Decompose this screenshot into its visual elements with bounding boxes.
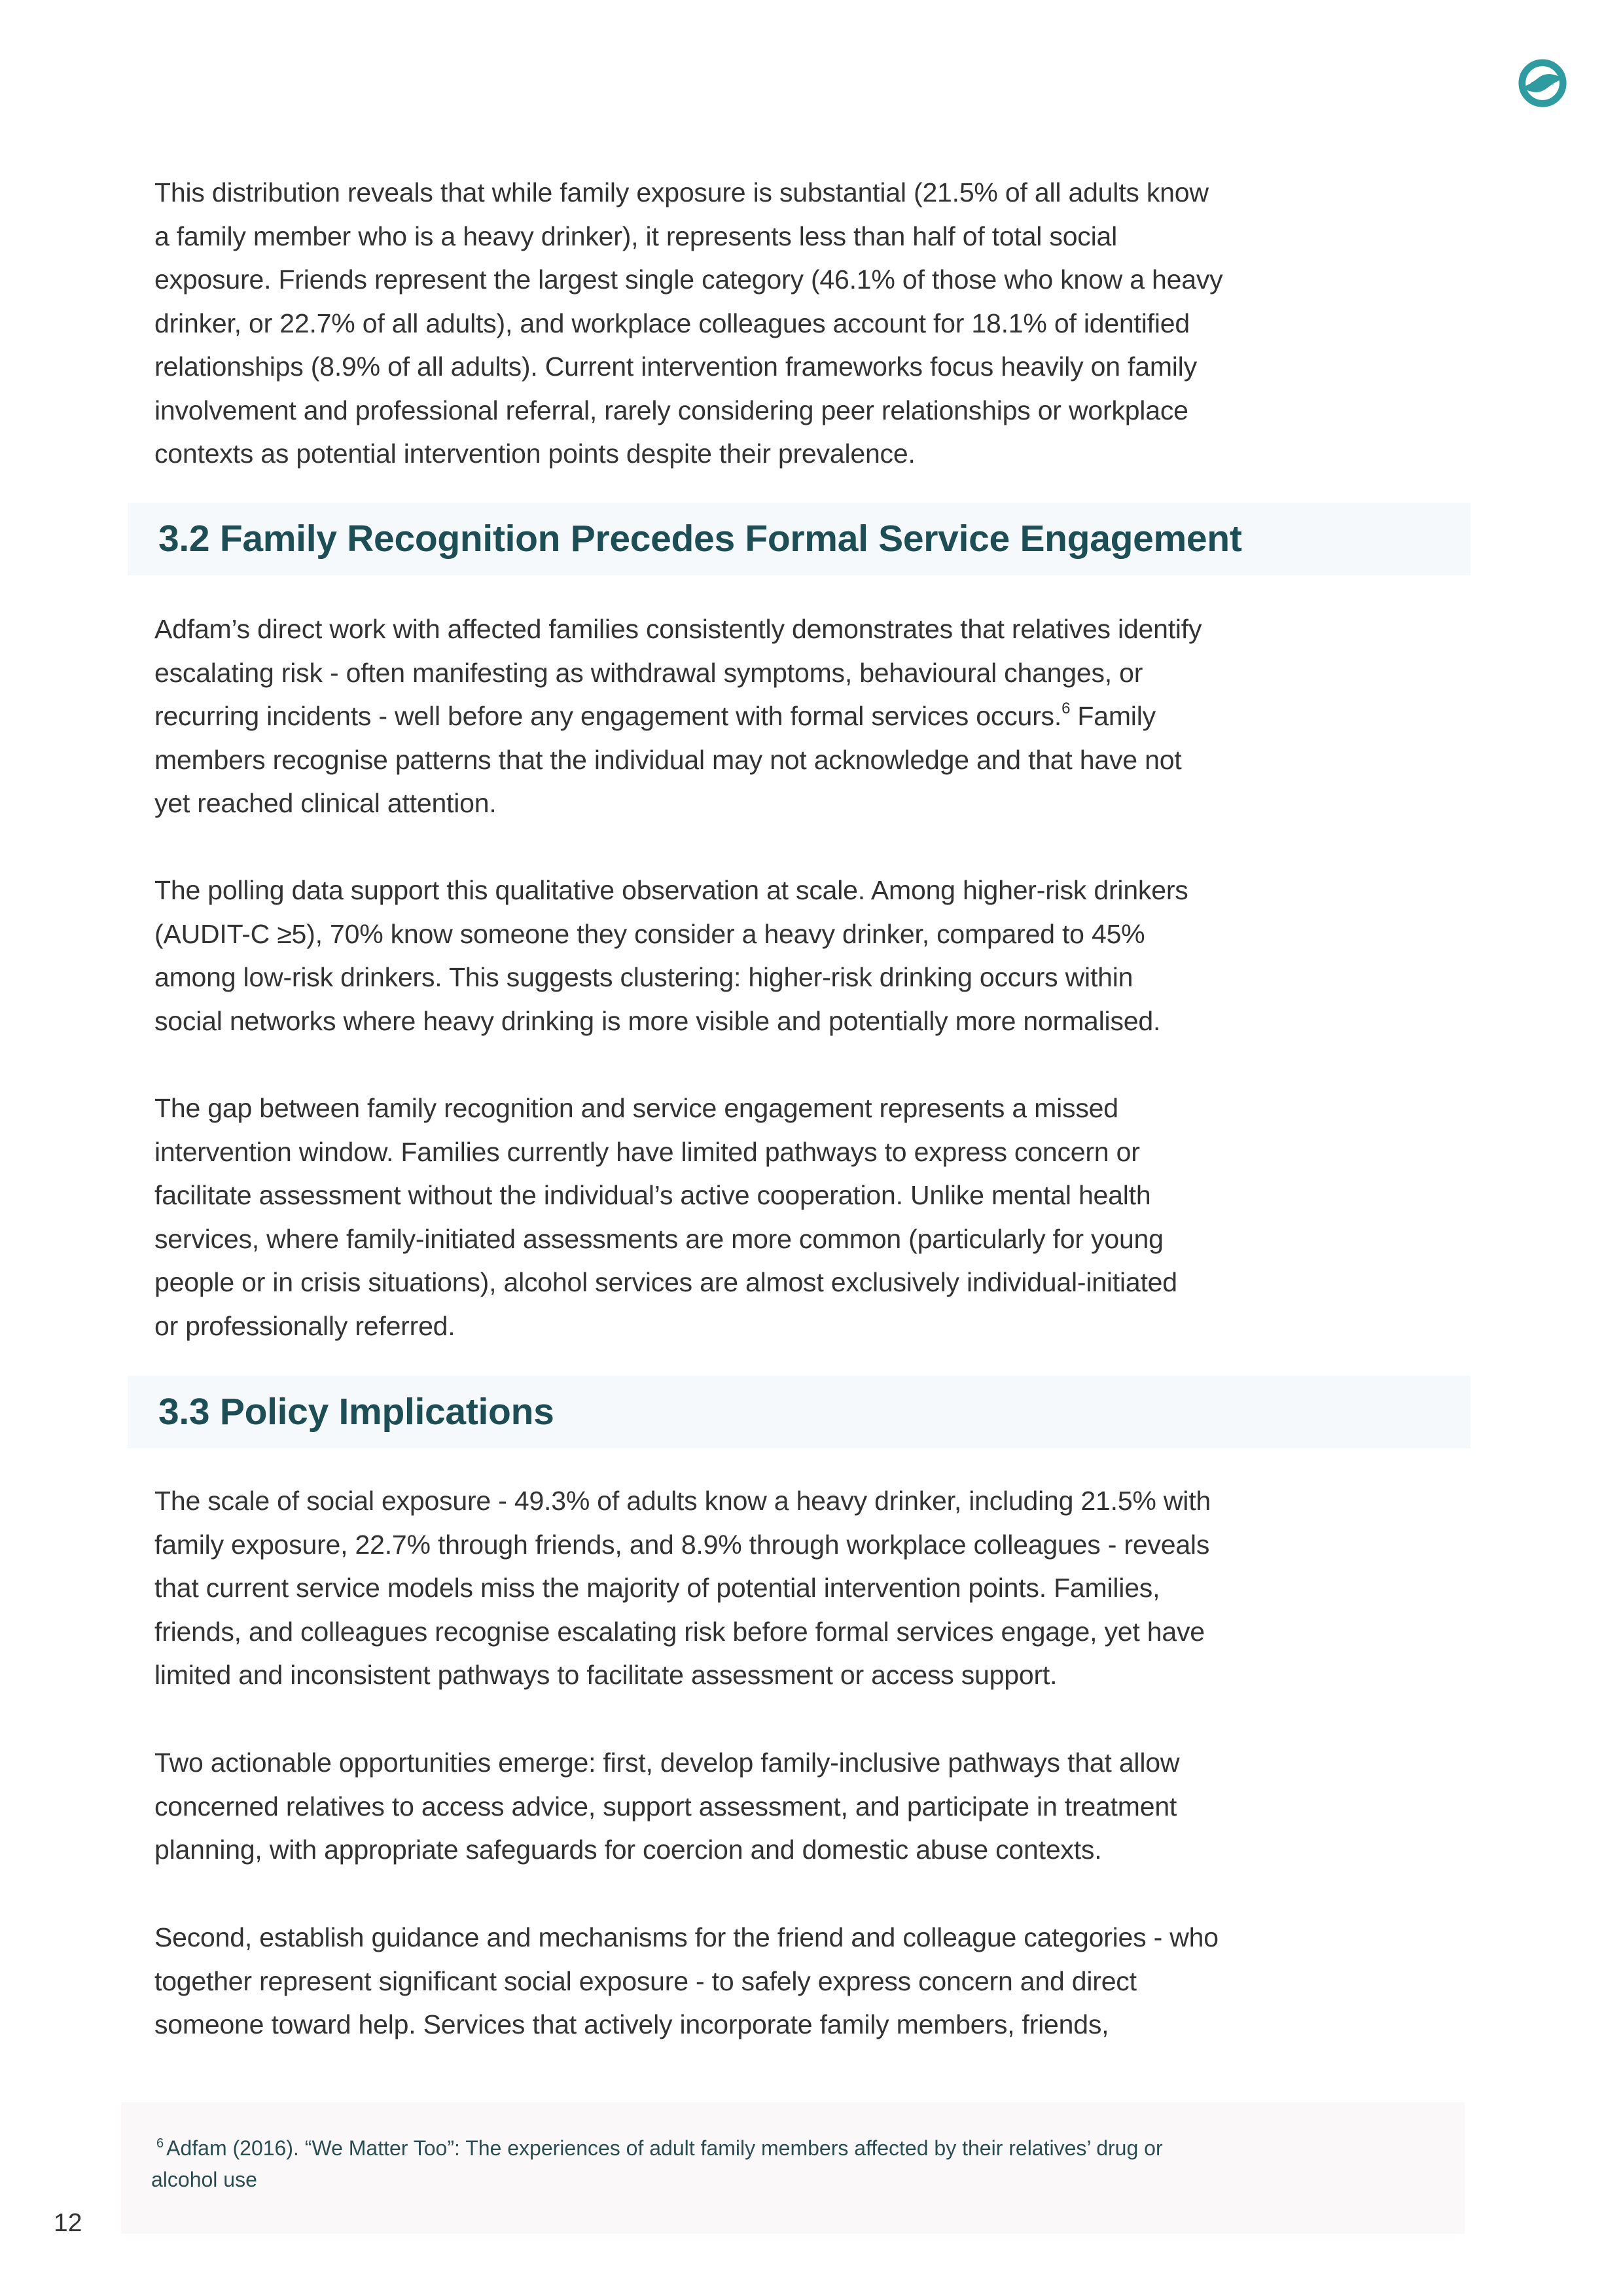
text-line: exposure. Friends represent the largest single category (46.1% of those who know a heavy bbox=[154, 264, 1223, 295]
footnote-line: alcohol use bbox=[151, 2168, 257, 2191]
text-line: The polling data support this qualitative observation at scale. Among higher-risk drinkers bbox=[154, 875, 1188, 905]
text-line: friends, and colleagues recognise escalating risk before formal services engage, yet have bbox=[154, 1616, 1205, 1647]
text-line: This distribution reveals that while family exposure is substantial (21.5% of all adults know bbox=[154, 177, 1209, 207]
text-line: family exposure, 22.7% through friends, and 8.9% through workplace colleagues - reveals bbox=[154, 1529, 1210, 1560]
text-line: planning, with appropriate safeguards for coercion and domestic abuse contexts. bbox=[154, 1835, 1102, 1865]
text-line: Two actionable opportunities emerge: first, develop family-inclusive pathways that allow bbox=[154, 1748, 1180, 1778]
text-line: Adfam’s direct work with affected families consistently demonstrates that relatives identify bbox=[154, 614, 1202, 644]
section-3-2-paragraph-3 bbox=[154, 1086, 1398, 1348]
footnote-text: Adfam (2016). “We Matter Too”: The experiences of adult family members affected by their relatives’ drug or bbox=[166, 2136, 1163, 2160]
footnote bbox=[151, 2132, 1163, 2195]
footnote-reference[interactable]: 6 bbox=[1061, 700, 1071, 717]
text-line: The scale of social exposure - 49.3% of adults know a heavy drinker, including 21.5% with bbox=[154, 1486, 1211, 1516]
text-segment: recurring incidents - well before any engagement with formal services occurs. bbox=[154, 701, 1062, 731]
text-line: relationships (8.9% of all adults). Current intervention frameworks focus heavily on family bbox=[154, 351, 1197, 382]
hands-circle-logo-icon bbox=[1517, 58, 1568, 109]
text-line: contexts as potential intervention points despite their prevalence. bbox=[154, 439, 916, 469]
text-line: escalating risk - often manifesting as withdrawal symptoms, behavioural changes, or bbox=[154, 657, 1143, 688]
section-3-3-paragraph-2 bbox=[154, 1741, 1398, 1872]
section-title: 3.3 Policy Implications bbox=[158, 1391, 554, 1433]
text-line: that current service models miss the majority of potential intervention points. Families, bbox=[154, 1573, 1160, 1603]
text-line: facilitate assessment without the individual’s active cooperation. Unlike mental health bbox=[154, 1180, 1151, 1210]
text-line: concerned relatives to access advice, support assessment, and participate in treatment bbox=[154, 1791, 1177, 1821]
text-line: someone toward help. Services that actively incorporate family members, friends, bbox=[154, 2009, 1109, 2039]
section-3-3-paragraph-3 bbox=[154, 1916, 1398, 2047]
text-line: members recognise patterns that the individual may not acknowledge and that have not bbox=[154, 744, 1182, 775]
text-line: involvement and professional referral, rarely considering peer relationships or workplace bbox=[154, 395, 1188, 425]
section-3-2-paragraph-2 bbox=[154, 869, 1398, 1043]
footnote-mark: 6 bbox=[156, 2136, 164, 2151]
text-line: together represent significant social exposure - to safely express concern and direct bbox=[154, 1965, 1137, 1996]
text-line: (AUDIT-C ≥5), 70% know someone they consider a heavy drinker, compared to 45% bbox=[154, 918, 1145, 949]
section-heading-3-2 bbox=[128, 503, 1471, 575]
text-line: intervention window. Families currently have limited pathways to express concern or bbox=[154, 1136, 1140, 1167]
page-number: 12 bbox=[54, 2209, 82, 2237]
text-line: yet reached clinical attention. bbox=[154, 788, 497, 818]
section-3-3-paragraph-1 bbox=[154, 1479, 1398, 1697]
text-line: among low-risk drinkers. This suggests clustering: higher-risk drinking occurs within bbox=[154, 962, 1133, 992]
text-line bbox=[154, 694, 1398, 738]
section-heading-3-3 bbox=[128, 1376, 1471, 1448]
text-line: Second, establish guidance and mechanisms for the friend and colleague categories - who bbox=[154, 1922, 1219, 1952]
text-line: services, where family-initiated assessments are more common (particularly for young bbox=[154, 1223, 1164, 1254]
footnote-line bbox=[151, 2132, 1163, 2164]
section-title: 3.2 Family Recognition Precedes Formal Service Engagement bbox=[158, 518, 1242, 560]
text-line: a family member who is a heavy drinker), it represents less than half of total social bbox=[154, 221, 1118, 251]
text-line: or professionally referred. bbox=[154, 1310, 455, 1341]
text-line: limited and inconsistent pathways to facilitate assessment or access support. bbox=[154, 1660, 1058, 1690]
intro-paragraph bbox=[154, 171, 1398, 476]
footnote-box bbox=[121, 2102, 1465, 2234]
section-3-2-paragraph-1 bbox=[154, 607, 1398, 825]
text-line: people or in crisis situations), alcohol services are almost exclusively individual-initiated bbox=[154, 1267, 1177, 1297]
text-line: social networks where heavy drinking is more visible and potentially more normalised. bbox=[154, 1005, 1161, 1036]
text-line: drinker, or 22.7% of all adults), and workplace colleagues account for 18.1% of identified bbox=[154, 308, 1190, 338]
text-segment: Family bbox=[1070, 701, 1156, 731]
text-line: The gap between family recognition and service engagement represents a missed bbox=[154, 1093, 1118, 1123]
